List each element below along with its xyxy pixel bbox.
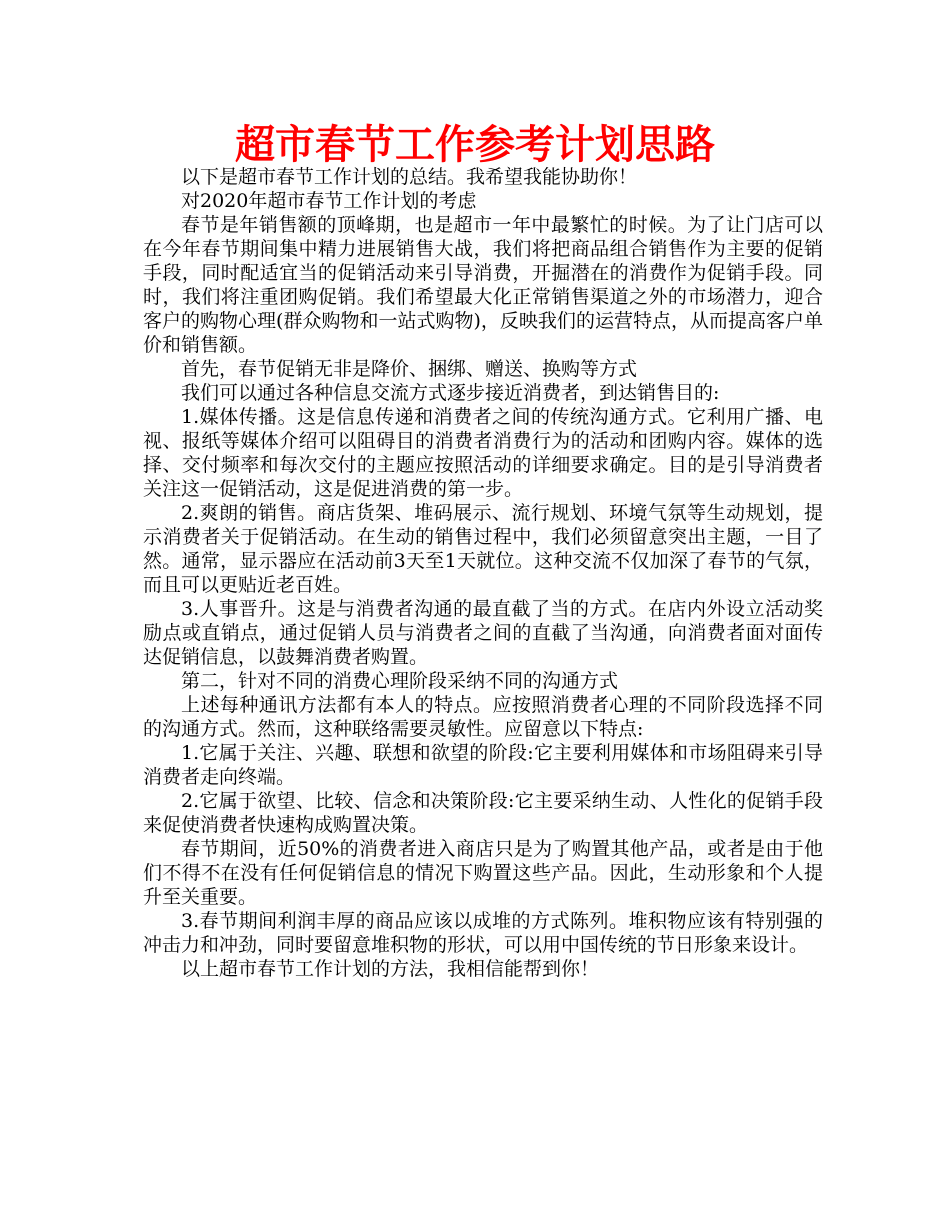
paragraph-section-1-lead: 我们可以通过各种信息交流方式逐步接近消费者，到达销售目的: — [181, 382, 720, 404]
paragraph-statistic: 春节期间，近50%的消费者进入商店只是为了购置其他产品，或者是由于他们不得不在没有任何促销信息的情况下购置这些产品。因此，生动形象和个人提升至关重要。 — [143, 838, 823, 908]
paragraph-item-media: 1.媒体传播。这是信息传递和消费者之间的传统沟通方式。它利用广播、电视、报纸等媒体介绍可以阻碍目的消费者消费行为的活动和团购内容。媒体的选择、交付频率和每次交付的主题应按照活动的详细要求确定。目的是引导消费者关注这一促销活动，这是促进消费的第一步。 — [143, 406, 823, 500]
paragraph-section-1-heading: 首先，春节促销无非是降价、捆绑、赠送、换购等方式 — [181, 358, 638, 380]
document-body — [143, 165, 823, 981]
document-title: 超市春节工作参考计划思路 — [235, 121, 715, 168]
paragraph-section-2-lead: 上述每种通讯方法都有本人的特点。应按照消费者心理的不同阶段选择不同的沟通方式。然而，这种联络需要灵敏性。应留意以下特点: — [143, 694, 823, 740]
paragraph-item-sales: 2.爽朗的销售。商店货架、堆码展示、流行规划、环境气氛等生动规划，提示消费者关于促销活动。在生动的销售过程中，我们必须留意突出主题，一目了然。通常，显示器应在活动前3天至1天就位。这种交流不仅加深了春节的气氛，而且可以更贴近老百姓。 — [143, 502, 823, 596]
paragraph-stage-3: 3.春节期间利润丰厚的商品应该以成堆的方式陈列。堆积物应该有特别强的冲击力和冲劲，同时要留意堆积物的形状，可以用中国传统的节日形象来设计。 — [143, 910, 823, 956]
paragraph-item-personnel: 3.人事晋升。这是与消费者沟通的最直截了当的方式。在店内外设立活动奖励点或直销点，通过促销人员与消费者之间的直截了当沟通，向消费者面对面传达促销信息，以鼓舞消费者购置。 — [143, 598, 823, 668]
paragraph-subtitle: 对2020年超市春节工作计划的考虑 — [181, 190, 477, 212]
paragraph-stage-2: 2.它属于欲望、比较、信念和决策阶段:它主要采纳生动、人性化的促销手段来促使消费者快速构成购置决策。 — [143, 790, 823, 836]
paragraph-overview: 春节是年销售额的顶峰期，也是超市一年中最繁忙的时候。为了让门店可以在今年春节期间集中精力进展销售大战，我们将把商品组合销售作为主要的促销手段，同时配适宜当的促销活动来引导消费，开掘潜在的消费作为促销手段。同时，我们将注重团购促销。我们希望最大化正常销售渠道之外的市场潜力，迎合客户的购物心理(群众购物和一站式购物)，反映我们的运营特点，从而提高客户单价和销售额。 — [143, 214, 823, 356]
paragraph-section-2-heading: 第二，针对不同的消费心理阶段采纳不同的沟通方式 — [181, 670, 619, 692]
paragraph-closing: 以上超市春节工作计划的方法，我相信能帮到你！ — [181, 958, 600, 980]
paragraph-intro: 以下是超市春节工作计划的总结。我希望我能协助你！ — [181, 166, 638, 188]
paragraph-stage-1: 1.它属于关注、兴趣、联想和欲望的阶段:它主要利用媒体和市场阻碍来引导消费者走向终端。 — [143, 742, 823, 788]
